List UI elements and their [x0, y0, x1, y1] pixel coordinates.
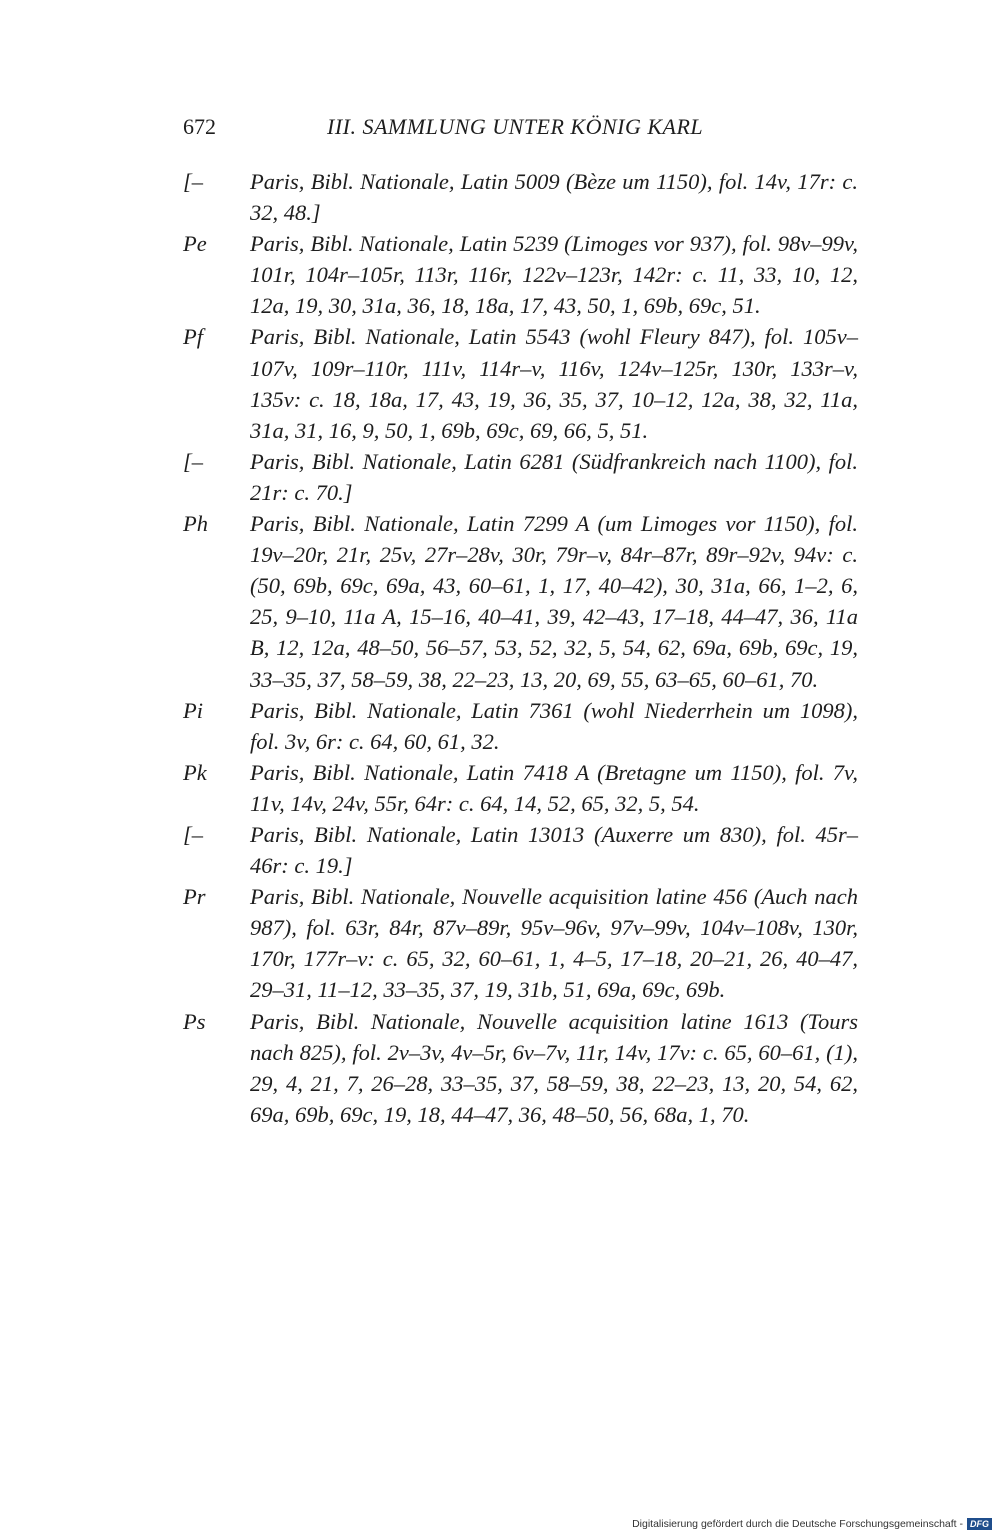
siglum: Pi: [183, 697, 203, 723]
entry-text: Paris, Bibl. Nationale, Latin 13013 (Auxerre um 830), fol. 45r–46r: c. 19.]: [250, 821, 858, 879]
digitization-credit: [632, 1518, 992, 1530]
dfg-logo: DFG: [967, 1518, 992, 1530]
siglum: [–: [183, 448, 204, 474]
entry-text: Paris, Bibl. Nationale, Nouvelle acquisition latine 1613 (Tours nach 825), fol. 2v–3v, 4v–5r, 6v–7v, 11r, 14v, 17v: c. 65, 60–61, (1), 29, 4, 21, 7, 26–28, 33–35, 37, 58–59, 38, 22–23, 13, 20, 54, 62, 69a, 69b, 69c, 19, 18, 44–47, 36, 48–50, 56, 68a, 1, 70.: [250, 1008, 858, 1127]
entry-text: Paris, Bibl. Nationale, Latin 7361 (wohl Niederrhein um 1098), fol. 3v, 6r: c. 64, 60, 61, 32.: [250, 697, 858, 754]
list-item: [183, 508, 858, 695]
list-item: [183, 228, 858, 321]
siglum: Pe: [183, 231, 207, 257]
list-item: [183, 446, 858, 508]
list-item: [183, 757, 858, 819]
entry-text: Paris, Bibl. Nationale, Latin 5239 (Limoges vor 937), fol. 98v–99v, 101r, 104r–105r, 113r, 116r, 122v–123r, 142r: c. 11, 33, 10, 12, 12a, 19, 30, 31a, 36, 18, 18a, 17, 43, 50, 1, 69b, 69c, 51.: [250, 231, 858, 319]
credit-text: Digitalisierung gefördert durch die Deutsche Forschungsgemeinschaft -: [632, 1518, 963, 1530]
siglum: Pr: [183, 884, 206, 910]
list-item: [183, 321, 858, 445]
siglum: Ps: [183, 1008, 206, 1034]
list-item: [183, 695, 858, 757]
running-head: [183, 114, 858, 146]
list-item: [183, 881, 858, 1005]
entry-text: Paris, Bibl. Nationale, Latin 5543 (wohl Fleury 847), fol. 105v–107v, 109r–110r, 111v, 114r–v, 116v, 124v–125r, 130r, 133r–v, 135v: c. 18, 18a, 17, 43, 19, 36, 35, 37, 10–12, 12a, 38, 32, 11a, 31a, 31, 16, 9, 50, 1, 69b, 69c, 69, 66, 5, 51.: [250, 324, 858, 443]
siglum: Pf: [183, 324, 203, 350]
siglum: [–: [183, 821, 204, 847]
page-number: 672: [183, 114, 216, 139]
entry-text: Paris, Bibl. Nationale, Latin 7418 A (Bretagne um 1150), fol. 7v, 11v, 14v, 24v, 55r, 64r: c. 64, 14, 52, 65, 32, 5, 54.: [250, 759, 858, 816]
entry-text: Paris, Bibl. Nationale, Latin 6281 (Südfrankreich nach 1100), fol. 21r: c. 70.]: [250, 448, 858, 505]
list-item: [183, 1006, 858, 1130]
siglum: Ph: [183, 511, 208, 537]
entry-text: Paris, Bibl. Nationale, Nouvelle acquisition latine 456 (Auch nach 987), fol. 63r, 84r, 87v–89r, 95v–96v, 97v–99v, 104v–108v, 130r, 170r, 177r–v: c. 65, 32, 60–61, 1, 4–5, 17–18, 20–21, 26, 40–47, 29–31, 11–12, 33–35, 37, 19, 31b, 51, 69a, 69c, 69b.: [250, 884, 858, 1003]
siglum: Pk: [183, 759, 207, 785]
running-title: III. SAMMLUNG UNTER KÖNIG KARL: [327, 114, 704, 139]
entry-text: Paris, Bibl. Nationale, Latin 7299 A (um Limoges vor 1150), fol. 19v–20r, 21r, 25v, 27r–28v, 30r, 79r–v, 84r–87r, 89r–92v, 94v: c. (50, 69b, 69c, 69a, 43, 60–61, 1, 17, 40–42), 30, 31a, 66, 1–2, 6, 25, 9–10, 11a A, 15–16, 40–41, 39, 42–43, 17–18, 44–47, 36, 11a B, 12, 12a, 48–50, 56–57, 53, 52, 32, 5, 54, 62, 69a, 69b, 69c, 19, 33–35, 37, 58–59, 38, 22–23, 13, 20, 69, 55, 63–65, 60–61, 70.: [250, 511, 858, 692]
manuscript-list: [183, 166, 858, 1130]
entry-text: Paris, Bibl. Nationale, Latin 5009 (Bèze um 1150), fol. 14v, 17r: c. 32, 48.]: [250, 169, 858, 226]
list-item: [183, 166, 858, 228]
list-item: [183, 819, 858, 881]
siglum: [–: [183, 169, 204, 194]
